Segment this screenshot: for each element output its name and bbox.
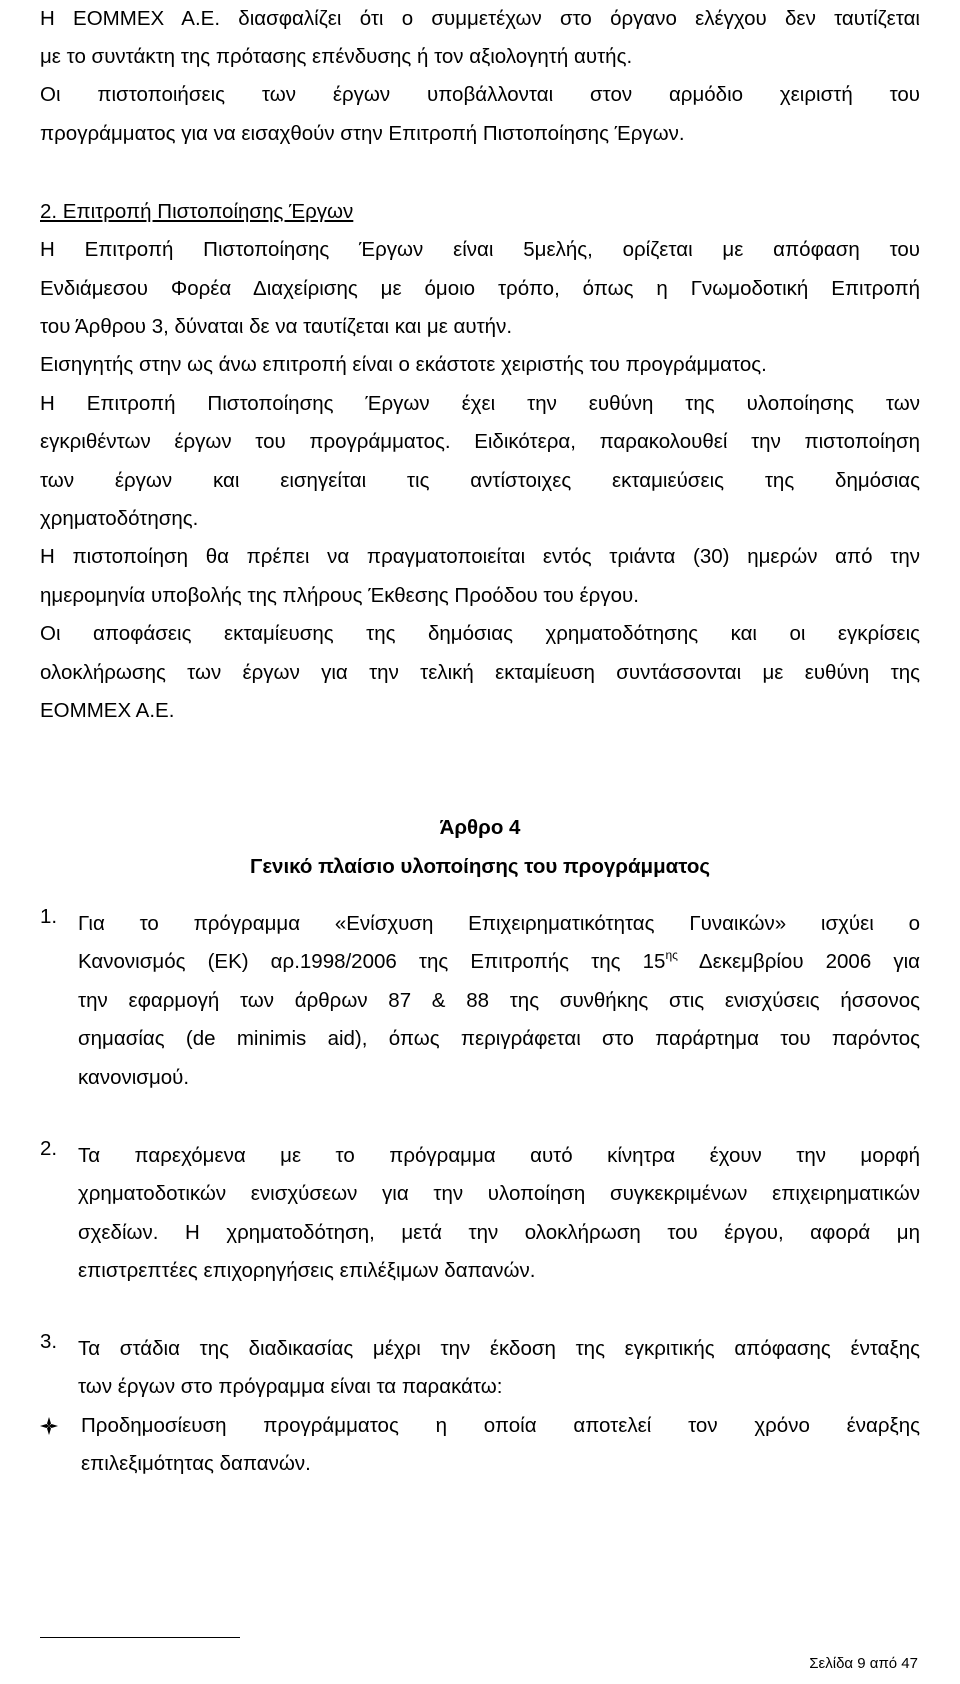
- paragraph-line: Τα στάδια της διαδικασίας μέχρι την έκδοση της εγκριτικής απόφασης ένταξης: [78, 1337, 920, 1360]
- paragraph-line: Προδημοσίευση προγράμματος η οποία αποτελεί τον χρόνο έναρξης: [81, 1414, 920, 1437]
- diamond-bullet-icon: [40, 1417, 58, 1435]
- paragraph-line: επιλεξιμότητας δαπανών.: [81, 1452, 311, 1476]
- paragraph-line: του Άρθρου 3, δύναται δε να ταυτίζεται και με αυτήν.: [40, 315, 513, 338]
- list-item: [40, 905, 920, 1097]
- list-item: [40, 1330, 920, 1407]
- list-number: 1.: [40, 905, 58, 928]
- paragraph-line: των έργων και εισηγείται τις αντίστοιχες εκταμιεύσεις της δημόσιας: [40, 469, 920, 492]
- paragraph-line: Τα παρεχόμενα με το πρόγραμμα αυτό κίνητρα έχουν την μορφή: [78, 1144, 920, 1167]
- paragraph-line: Η Επιτροπή Πιστοποίησης Έργων είναι 5μελής, ορίζεται με απόφαση του: [40, 238, 920, 261]
- paragraph-line: κανονισμού.: [78, 1065, 190, 1089]
- paragraph-line: χρηματοδότησης.: [40, 507, 199, 530]
- paragraph-line: επιστρεπτέες επιχορηγήσεις επιλέξιμων δαπανών.: [78, 1259, 536, 1283]
- paragraph-line: Εισηγητής στην ως άνω επιτροπή είναι ο εκάστοτε χειριστής του προγράμματος.: [40, 353, 767, 376]
- paragraph-line: Ενδιάμεσου Φορέα Διαχείρισης με όμοιο τρόπο, όπως η Γνωμοδοτική Επιτροπή: [40, 277, 920, 300]
- bullet-item: [40, 1407, 920, 1484]
- paragraph-line: Η Επιτροπή Πιστοποίησης Έργων έχει την ευθύνη της υλοποίησης των: [40, 392, 920, 415]
- article-title: Άρθρο 4: [439, 816, 521, 839]
- paragraph-line: ΕΟΜΜΕΧ Α.Ε.: [40, 699, 175, 722]
- paragraph-line: χρηματοδοτικών ενισχύσεων για την υλοποίηση συγκεκριμένων επιχειρηματικών: [78, 1182, 920, 1206]
- page-number: Σελίδα 9 από 47: [809, 1655, 918, 1672]
- paragraph-line: εγκριθέντων έργων του προγράμματος. Ειδικότερα, παρακολουθεί την πιστοποίηση: [40, 430, 920, 453]
- paragraph-line: ημερομηνία υποβολής της πλήρους Έκθεσης Προόδου του έργου.: [40, 584, 639, 607]
- list-item: [40, 1137, 920, 1291]
- paragraph-line: σημασίας (de minimis aid), όπως περιγράφεται στο παράρτημα του παρόντος: [78, 1027, 920, 1051]
- paragraph-line: ολοκλήρωσης των έργων για την τελική εκταμίευση συντάσσονται με ευθύνη της: [40, 661, 920, 684]
- paragraph-line: με το συντάκτη της πρότασης επένδυσης ή τον αξιολογητή αυτής.: [40, 45, 633, 68]
- paragraph-line: Η ΕΟΜΜΕΧ Α.Ε. διασφαλίζει ότι ο συμμετέχων στο όργανο ελέγχου δεν ταυτίζεται: [40, 7, 920, 30]
- list-number: 3.: [40, 1330, 58, 1353]
- paragraph-line: σχεδίων. Η χρηματοδότηση, μετά την ολοκλήρωση του έργου, αφορά μη: [78, 1220, 920, 1244]
- article-subtitle: Γενικό πλαίσιο υλοποίησης του προγράμματος: [250, 855, 710, 878]
- paragraph-line: την εφαρμογή των άρθρων 87 & 88 της συνθήκης στις ενισχύσεις ήσσονος: [78, 988, 920, 1012]
- paragraph-line: Για το πρόγραμμα «Ενίσχυση Επιχειρηματικότητας Γυναικών» ισχύει ο: [78, 912, 920, 935]
- paragraph-line: Η πιστοποίηση θα πρέπει να πραγματοποιείται εντός τριάντα (30) ημερών από την: [40, 545, 920, 568]
- superscript: ης: [665, 948, 678, 963]
- paragraph-line: Κανονισμός (ΕΚ) αρ.1998/2006 της Επιτροπής της $15^{\eta\varsigma}$ Δεκεμβρίου 2006 για: [78, 948, 920, 974]
- section-heading: 2. Επιτροπή Πιστοποίησης Έργων: [40, 200, 354, 223]
- footer-divider: [40, 1637, 240, 1638]
- list-number: 2.: [40, 1137, 58, 1160]
- paragraph-line: των έργων στο πρόγραμμα είναι τα παρακάτω:: [78, 1375, 503, 1399]
- paragraph-line: προγράμματος για να εισαχθούν στην Επιτροπή Πιστοποίησης Έργων.: [40, 122, 685, 145]
- paragraph-line: Οι πιστοποιήσεις των έργων υποβάλλονται στον αρμόδιο χειριστή του: [40, 83, 920, 106]
- paragraph-line: Οι αποφάσεις εκταμίευσης της δημόσιας χρηματοδότησης και οι εγκρίσεις: [40, 622, 920, 645]
